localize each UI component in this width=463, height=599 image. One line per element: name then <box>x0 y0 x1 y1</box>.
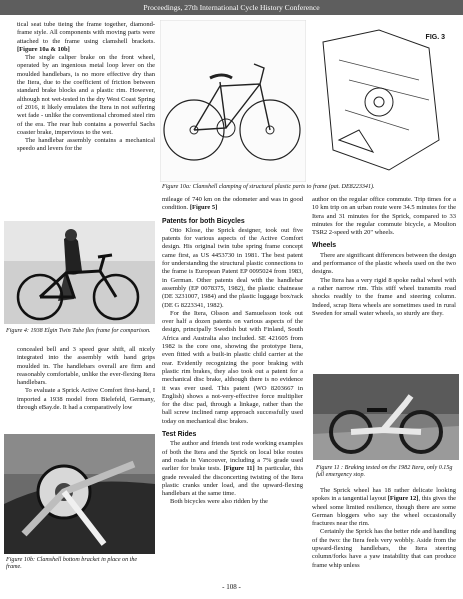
col3-paragraph-2: There are significant differences between the design and performance of the plastic wheels used on the two designs. <box>312 251 456 276</box>
column-3 <box>312 196 456 318</box>
figure-ref: [Figure 10a & 10b] <box>17 45 70 53</box>
col3-paragraph-4: The Sprick wheel has 18 rather delicate looking spokes in a tangential layout [Figure 12], this gives the wheel some limited resilience, though there are some German bloggers who say the wheel occasionally fractures near the rim. <box>312 487 457 528</box>
figure-4-photo <box>4 221 155 324</box>
figure-10b-caption: Figure 10b: Clamshell bottom bracket in place on the frame. <box>6 557 138 571</box>
column-2 <box>162 196 303 507</box>
figure-10b-photo <box>4 434 155 554</box>
col1-paragraph-4: concealed bell and 3 speed gear shift, all nicely integrated into the assembly with hand grips moulded in. The handlebars overall are firm and reasonably comfortable, unlike the ever-flexing Itera handlebars. <box>17 346 155 387</box>
column-1-continued <box>17 346 155 412</box>
heading-patents: Patents for both Bicycles <box>162 217 245 225</box>
column-3-continued <box>312 487 456 570</box>
col1-paragraph-5: To evaluate a Sprick Active Comfort first-hand, I imported a 1938 model from Bielefeld, Germany, through eBay.de. It had a comparatively low <box>17 387 155 412</box>
col2-paragraph-4: The author and friends test rode working examples of both the Itera and the Sprick on local bike routes and roads in Vancouver, including a 7% grade used earlier for brake tests. [Figure 11] In particular, this grade revealed the disconcerting twisting of the Itera plastic cranks under load, and the upward-flexing handlebars at the same time. <box>162 440 304 498</box>
col2-paragraph-5: Both bicycles were also ridden by the <box>170 498 268 506</box>
col3-paragraph-1: author on the regular office commute. Trip times for a 10 km trip on an urban route were 34.5 minutes for the Itera and 31 minutes for the Sprick, compared to 33 minutes for the regular commute bicycle, a Moulton TSR2 2-speed with 20" wheels. <box>312 196 456 237</box>
page-number: - 108 - <box>222 583 241 591</box>
figure-10a-bicycle-drawing <box>160 20 306 182</box>
col2-paragraph-3: For the Itera, Olsson and Samuelsson took out over half a dozen patents on various aspects of the design, principally Swedish but with Finland, South Africa and Australia also included. SE 421605 from 1982 is the core one, showing the prototype Itera, even fitted with a built-in plastic child carrier at the rear. Evidently recognizing the poor braking with plastic rim brakes, they also took out a patent for a mechanical disc brake, although there is no evidence it was ever used. This patent (WO 8203667 in English) shows a not-very-effective force multiplier for the disc pad, through a linkage, rather than the ball screw inclined ramp approach successfully used today on mechanical disc brakes. <box>162 309 303 425</box>
col1-paragraph-2: The single caliper brake on the front wheel, operated by an ingenious metal loop lever on the moulded handlebars, is no more effective dry than the Itera, due to the coefficient of friction between standard brake blocks and a plastic rim. However, although not wet-tested in the dry West Coast Spring of 2016, it likely emulates the Itera in not suffering wet fade - unlike the conventional chromed steel rim of the era. The rear hub contains a powerful Sachs coaster brake, impervious to the wet. <box>17 54 155 136</box>
col1-paragraph-1: tical seat tube tieing the frame together, diamond-frame style. All components with moving parts were attached to the frame using clamshell brackets. [Figure 10a & 10b] <box>17 21 155 53</box>
heading-wheels: Wheels <box>312 242 337 250</box>
column-1 <box>17 21 155 154</box>
page-header: Proceedings, 27th International Cycle History Conference <box>0 0 463 15</box>
col2-paragraph-2: Otto Klose, the Sprick designer, took out five patents for various aspects of the Active Comfort design. His original twin tube spring frame concept came first, as US 4453730 in 1981. The best patent for understanding the structural plastic connections to the frame is European Patent EP 0095024 from 1983, in German. Other patents deal with the handlebar assembly (EP 0078375, 1982), the plastic chainease (DE 3231007, 1984) and the plastic luggage box/rack (DE G 8223341, 1982). <box>162 226 303 309</box>
figure-11-photo <box>313 374 459 460</box>
figure-4-caption: Figure 4: 1938 Elgin Twin Tube flex frame for comparison. <box>6 328 151 334</box>
col2-paragraph-1: mileage of 740 km on the odometer and was in good condition. [Figure 5] <box>162 196 303 212</box>
heading-test-rides: Test Rides <box>162 431 197 439</box>
patent-figure-label: FIG. 3 <box>425 34 445 41</box>
figure-11-caption: Figure 11 : Braking tested on the 1982 Itera, only 0.15g full emergency stop. <box>316 465 453 479</box>
figure-10a-patent-drawing <box>309 20 457 182</box>
col3-paragraph-5: Certainly the Sprick has the better ride and handling of the two: the Itera feels very wobbly. Aside from the upward-flexing handlebars, the Itera steering column/forks have a yaw instability that can produce frame whip unless <box>312 528 456 569</box>
col3-paragraph-3: The Itera has a very rigid 8 spoke radial wheel with a rather narrow rim. This stiff wheel transmits road shocks readily to the frame and steering column. Indeed, scrap Itera wheels are sometimes used in rural Sweden for small water wheels, so sturdy are they. <box>312 276 456 317</box>
figure-10a-caption: Figure 10a: Clamshell clamping of structural plastic parts to frame (pat. DE8223341). <box>162 184 375 190</box>
col1-paragraph-3: The handlebar assembly contains a mechanical speedo and levers for the <box>17 137 155 153</box>
